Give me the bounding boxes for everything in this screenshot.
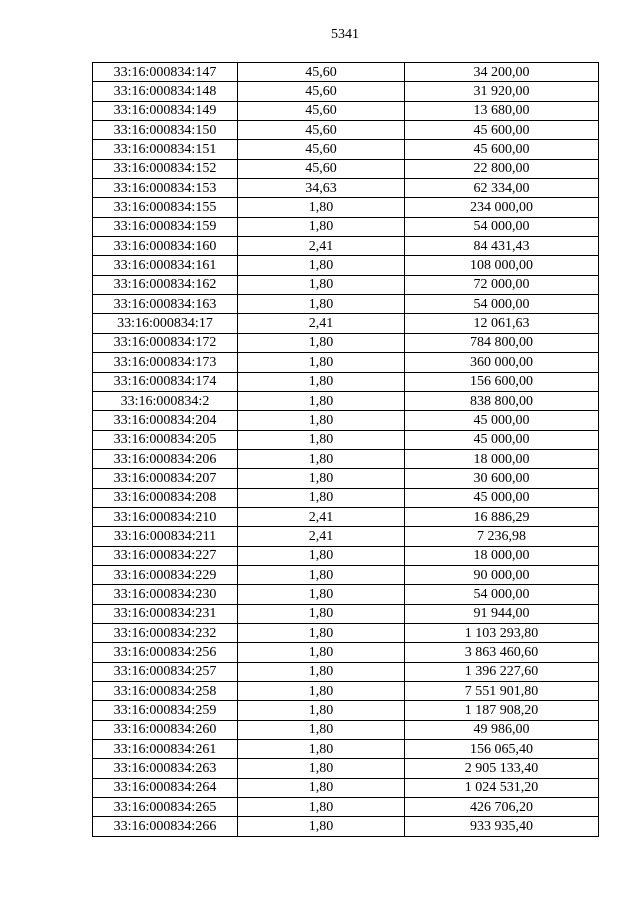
table-row	[93, 449, 599, 468]
rate-cell: 1,80	[238, 604, 405, 623]
table-row	[93, 469, 599, 488]
rate-cell: 45,60	[238, 121, 405, 140]
cadastral-number-cell: 33:16:000834:17	[93, 314, 238, 333]
table-row	[93, 565, 599, 584]
rate-cell: 1,80	[238, 740, 405, 759]
rate-cell: 1,80	[238, 411, 405, 430]
cadastral-number-cell: 33:16:000834:208	[93, 488, 238, 507]
table-row	[93, 256, 599, 275]
value-cell: 31 920,00	[405, 82, 599, 101]
rate-cell: 1,80	[238, 333, 405, 352]
value-cell: 54 000,00	[405, 295, 599, 314]
table-row	[93, 720, 599, 739]
value-cell: 45 000,00	[405, 411, 599, 430]
cadastral-number-cell: 33:16:000834:211	[93, 527, 238, 546]
cadastral-number-cell: 33:16:000834:232	[93, 623, 238, 642]
cadastral-number-cell: 33:16:000834:172	[93, 333, 238, 352]
cadastral-number-cell: 33:16:000834:256	[93, 643, 238, 662]
rate-cell: 45,60	[238, 101, 405, 120]
value-cell: 72 000,00	[405, 275, 599, 294]
value-cell: 34 200,00	[405, 63, 599, 82]
value-cell: 45 000,00	[405, 488, 599, 507]
table-row	[93, 237, 599, 256]
cadastral-number-cell: 33:16:000834:257	[93, 662, 238, 681]
cadastral-number-cell: 33:16:000834:152	[93, 159, 238, 178]
value-cell: 30 600,00	[405, 469, 599, 488]
value-cell: 234 000,00	[405, 198, 599, 217]
table-row	[93, 333, 599, 352]
value-cell: 12 061,63	[405, 314, 599, 333]
value-cell: 838 800,00	[405, 391, 599, 410]
table-row	[93, 740, 599, 759]
rate-cell: 1,80	[238, 546, 405, 565]
rate-cell: 1,80	[238, 449, 405, 468]
table-row	[93, 198, 599, 217]
rate-cell: 2,41	[238, 527, 405, 546]
rate-cell: 1,80	[238, 217, 405, 236]
rate-cell: 45,60	[238, 140, 405, 159]
value-cell: 45 000,00	[405, 430, 599, 449]
cadastral-number-cell: 33:16:000834:263	[93, 759, 238, 778]
cadastral-number-cell: 33:16:000834:265	[93, 798, 238, 817]
table-row	[93, 353, 599, 372]
table-row	[93, 662, 599, 681]
rate-cell: 1,80	[238, 372, 405, 391]
cadastral-number-cell: 33:16:000834:205	[93, 430, 238, 449]
table-row	[93, 682, 599, 701]
rate-cell: 2,41	[238, 507, 405, 526]
cadastral-number-cell: 33:16:000834:264	[93, 778, 238, 797]
cadastral-number-cell: 33:16:000834:210	[93, 507, 238, 526]
table-row	[93, 488, 599, 507]
table-row	[93, 527, 599, 546]
rate-cell: 1,80	[238, 817, 405, 836]
rate-cell: 1,80	[238, 488, 405, 507]
value-cell: 1 103 293,80	[405, 623, 599, 642]
cadastral-number-cell: 33:16:000834:259	[93, 701, 238, 720]
table-row	[93, 759, 599, 778]
table-row	[93, 101, 599, 120]
table-row	[93, 275, 599, 294]
value-cell: 7 551 901,80	[405, 682, 599, 701]
value-cell: 2 905 133,40	[405, 759, 599, 778]
rate-cell: 2,41	[238, 314, 405, 333]
value-cell: 933 935,40	[405, 817, 599, 836]
rate-cell: 34,63	[238, 179, 405, 198]
value-cell: 49 986,00	[405, 720, 599, 739]
rate-cell: 1,80	[238, 565, 405, 584]
value-cell: 91 944,00	[405, 604, 599, 623]
value-cell: 22 800,00	[405, 159, 599, 178]
cadastral-number-cell: 33:16:000834:155	[93, 198, 238, 217]
cadastral-number-cell: 33:16:000834:2	[93, 391, 238, 410]
rate-cell: 1,80	[238, 778, 405, 797]
cadastral-number-cell: 33:16:000834:204	[93, 411, 238, 430]
table-row	[93, 179, 599, 198]
table-row	[93, 778, 599, 797]
cadastral-number-cell: 33:16:000834:149	[93, 101, 238, 120]
table-row	[93, 798, 599, 817]
rate-cell: 1,80	[238, 720, 405, 739]
rate-cell: 1,80	[238, 469, 405, 488]
cadastral-number-cell: 33:16:000834:261	[93, 740, 238, 759]
cadastral-number-cell: 33:16:000834:207	[93, 469, 238, 488]
rate-cell: 1,80	[238, 198, 405, 217]
cadastral-number-cell: 33:16:000834:174	[93, 372, 238, 391]
value-cell: 108 000,00	[405, 256, 599, 275]
table-row	[93, 372, 599, 391]
value-cell: 1 396 227,60	[405, 662, 599, 681]
value-cell: 156 065,40	[405, 740, 599, 759]
table-row	[93, 623, 599, 642]
cadastral-number-cell: 33:16:000834:231	[93, 604, 238, 623]
table-row	[93, 314, 599, 333]
table-row	[93, 121, 599, 140]
table-row	[93, 585, 599, 604]
value-cell: 7 236,98	[405, 527, 599, 546]
cadastral-number-cell: 33:16:000834:162	[93, 275, 238, 294]
value-cell: 18 000,00	[405, 449, 599, 468]
page-number: 5341	[331, 27, 359, 42]
value-cell: 62 334,00	[405, 179, 599, 198]
cadastral-number-cell: 33:16:000834:266	[93, 817, 238, 836]
value-cell: 45 600,00	[405, 121, 599, 140]
rate-cell: 1,80	[238, 295, 405, 314]
table-row	[93, 604, 599, 623]
rate-cell: 1,80	[238, 353, 405, 372]
cadastral-number-cell: 33:16:000834:147	[93, 63, 238, 82]
table-body	[93, 63, 599, 837]
table-row	[93, 411, 599, 430]
cadastral-number-cell: 33:16:000834:206	[93, 449, 238, 468]
rate-cell: 2,41	[238, 237, 405, 256]
rate-cell: 1,80	[238, 682, 405, 701]
value-cell: 54 000,00	[405, 585, 599, 604]
rate-cell: 45,60	[238, 159, 405, 178]
value-cell: 784 800,00	[405, 333, 599, 352]
table-row	[93, 430, 599, 449]
rate-cell: 1,80	[238, 391, 405, 410]
table-row	[93, 701, 599, 720]
rate-cell: 1,80	[238, 275, 405, 294]
value-cell: 1 024 531,20	[405, 778, 599, 797]
table-row	[93, 82, 599, 101]
table-row	[93, 643, 599, 662]
cadastral-number-cell: 33:16:000834:258	[93, 682, 238, 701]
cadastral-number-cell: 33:16:000834:151	[93, 140, 238, 159]
table-row	[93, 817, 599, 836]
value-cell: 426 706,20	[405, 798, 599, 817]
table-row	[93, 63, 599, 82]
rate-cell: 1,80	[238, 759, 405, 778]
table-row	[93, 140, 599, 159]
rate-cell: 1,80	[238, 798, 405, 817]
cadastral-number-cell: 33:16:000834:230	[93, 585, 238, 604]
value-cell: 156 600,00	[405, 372, 599, 391]
cadastral-number-cell: 33:16:000834:260	[93, 720, 238, 739]
rate-cell: 1,80	[238, 643, 405, 662]
value-cell: 84 431,43	[405, 237, 599, 256]
rate-cell: 1,80	[238, 256, 405, 275]
value-cell: 1 187 908,20	[405, 701, 599, 720]
table-row	[93, 295, 599, 314]
rate-cell: 1,80	[238, 623, 405, 642]
cadastral-number-cell: 33:16:000834:148	[93, 82, 238, 101]
cadastral-number-cell: 33:16:000834:163	[93, 295, 238, 314]
cadastral-number-cell: 33:16:000834:153	[93, 179, 238, 198]
rate-cell: 1,80	[238, 662, 405, 681]
rate-cell: 45,60	[238, 63, 405, 82]
rate-cell: 45,60	[238, 82, 405, 101]
cadastral-number-cell: 33:16:000834:161	[93, 256, 238, 275]
table-row	[93, 507, 599, 526]
value-cell: 360 000,00	[405, 353, 599, 372]
value-cell: 3 863 460,60	[405, 643, 599, 662]
value-cell: 13 680,00	[405, 101, 599, 120]
table-row	[93, 391, 599, 410]
cadastral-number-cell: 33:16:000834:159	[93, 217, 238, 236]
value-cell: 18 000,00	[405, 546, 599, 565]
rate-cell: 1,80	[238, 430, 405, 449]
value-cell: 90 000,00	[405, 565, 599, 584]
table-row	[93, 159, 599, 178]
cadastral-number-cell: 33:16:000834:160	[93, 237, 238, 256]
cadastral-number-cell: 33:16:000834:227	[93, 546, 238, 565]
table-row	[93, 546, 599, 565]
value-cell: 16 886,29	[405, 507, 599, 526]
table-row	[93, 217, 599, 236]
cadastral-number-cell: 33:16:000834:229	[93, 565, 238, 584]
cadastral-number-cell: 33:16:000834:150	[93, 121, 238, 140]
rate-cell: 1,80	[238, 701, 405, 720]
cadastral-value-table	[92, 62, 599, 837]
value-cell: 54 000,00	[405, 217, 599, 236]
value-cell: 45 600,00	[405, 140, 599, 159]
cadastral-number-cell: 33:16:000834:173	[93, 353, 238, 372]
rate-cell: 1,80	[238, 585, 405, 604]
